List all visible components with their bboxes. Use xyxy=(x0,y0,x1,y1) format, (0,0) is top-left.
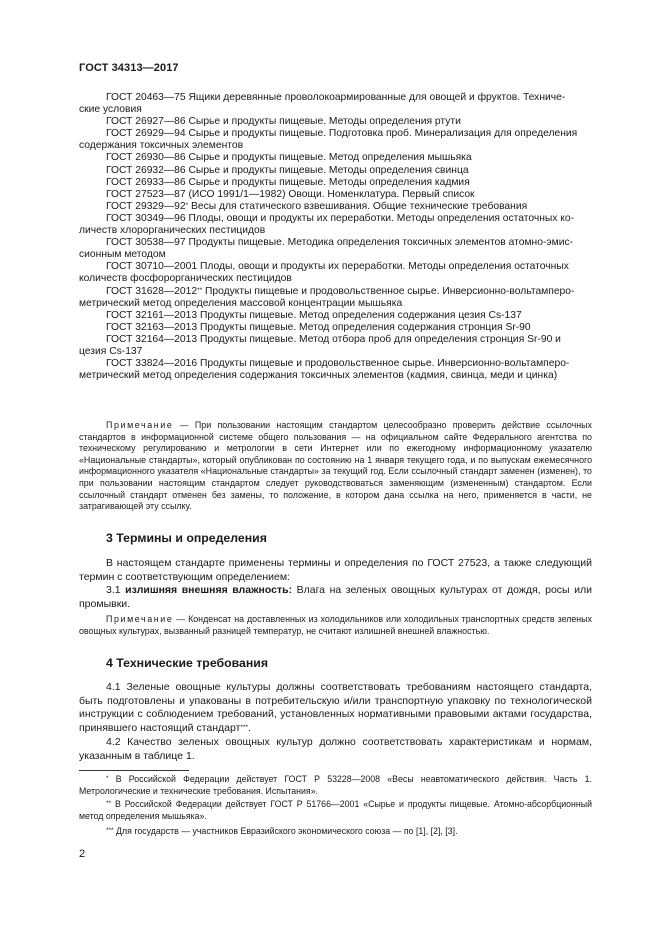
reference-item-continuation: сионным методом xyxy=(79,249,166,261)
footnote-mark: ** xyxy=(197,286,203,294)
reference-item: ГОСТ 32164—2013 Продукты пищевые. Метод отбора проб для определения стронция Sr-90 и xyxy=(106,333,561,345)
section-4-body xyxy=(79,681,592,763)
reference-item-continuation: цезия Cs-137 xyxy=(79,345,143,357)
footnote-divider xyxy=(79,770,189,771)
reference-item: ГОСТ 26932—86 Сырье и продукты пищевые. Методы определения свинца xyxy=(106,164,469,176)
term-name: излишняя внешняя влажность: xyxy=(125,584,293,597)
page-number: 2 xyxy=(79,848,86,860)
reference-item: ГОСТ 30538—97 Продукты пищевые. Методика определения токсичных элементов атомно-эмис- xyxy=(106,237,574,249)
document-header: ГОСТ 34313—2017 xyxy=(79,62,179,74)
reference-item-continuation: количеств фосфорорганических пестицидов xyxy=(79,273,292,285)
reference-item: ГОСТ 20463—75 Ящики деревянные проволокоармированные для овощей и фруктов. Техниче- xyxy=(106,92,566,103)
reference-item: ГОСТ 26927—86 Сырье и продукты пищевые. Методы определения ртути xyxy=(106,116,461,128)
section-3-intro: В настоящем стандарте применены термины и определения по ГОСТ 27523, а также следующий термин с соответствующим определением: xyxy=(79,557,592,583)
note-label: Примечание xyxy=(106,614,174,624)
reference-item: ГОСТ 26933—86 Сырье и продукты пищевые. Методы определения кадмия xyxy=(106,176,470,188)
reference-item: ГОСТ 27523—87 (ИСО 1991/1—1982) Овощи. Номенклатура. Первый список xyxy=(106,188,475,200)
section-3-title: 3 Термины и определения xyxy=(106,531,267,545)
reference-item: ГОСТ 32163—2013 Продукты пищевые. Метод определения содержания стронция Sr-90 xyxy=(106,321,531,333)
reference-item: ГОСТ 30710—2001 Плоды, овощи и продукты их переработки. Методы определения остаточных xyxy=(106,261,569,273)
term-note xyxy=(79,614,592,637)
references-note xyxy=(79,420,592,513)
footnote: ** В Российской Федерации действует ГОСТ Р 51766—2001 «Сырье и продукты пищевые. Атомно-абсорбционный метод определения мышьяка». xyxy=(79,799,592,821)
footnote-mark: * xyxy=(106,775,109,782)
footnote-mark: ** xyxy=(106,800,112,807)
reference-item: ГОСТ 32161—2013 Продукты пищевые. Метод определения содержания цезия Cs-137 xyxy=(106,309,522,321)
reference-item: ГОСТ 33824—2016 Продукты пищевые и продовольственное сырье. Инверсионно-вольтамперо- xyxy=(106,358,570,370)
reference-item-continuation: метрический метод определения массовой концентрации мышьяка xyxy=(79,297,403,309)
normative-references-list xyxy=(79,92,592,382)
clause-4-2: 4.2 Качество зеленых овощных культур должно соответствовать характеристикам и нормам, указанным в таблице 1. xyxy=(79,735,592,762)
note-text: — При пользовании настоящим стандартом целесообразно проверить действие ссылочных стандартов в информационной системе общего пользования — на официальном сайте Федерального агентства по техническому регулированию и метрологии в сети Интернет или по ежегодному информационному указателю «Национальные стандарты», который опубликован по состоянию на 1 января текущего года, и по выпускам ежемесячного информационного указателя «Национальные стандарты» за текущий год. Если ссылочный стандарт заменен (изменен), то при пользовании настоящим стандартом следует руководствоваться заменяющим (измененным) стандартом. Если ссылочный стандарт отменен без замены, то положение, в котором дана ссылка на него, применяется в части, не затрагивающей эту ссылку. xyxy=(79,420,592,512)
footnote-mark: *** xyxy=(240,724,249,732)
reference-item-continuation: содержания токсичных элементов xyxy=(79,140,244,152)
note-label: Примечание xyxy=(106,420,174,430)
footnote-mark: *** xyxy=(106,827,114,834)
reference-item: ГОСТ 26929—94 Сырье и продукты пищевые. Подготовка проб. Минерализация для определения xyxy=(106,128,578,140)
clause-4-1: 4.1 Зеленые овощные культуры должны соответствовать требованиям настоящего стандарта, быть подготовлены и упакованы в потребительскую и/или транспортную упаковку по технологической инструкции с соблюдением требований, установленных нормативными правовыми актами государства, принявшего настоящий стандарт***. xyxy=(79,681,592,735)
reference-item-continuation: ские условия xyxy=(79,104,142,116)
reference-item-continuation: личеств хлорорганических пестицидов xyxy=(79,225,266,237)
footnote: *** Для государств — участников Евразийского экономического союза — по [1], [2], [3]. xyxy=(106,826,458,836)
reference-item: ГОСТ 31628—2012** Продукты пищевые и продовольственное сырье. Инверсионно-вольтамперо- xyxy=(106,285,575,297)
reference-item: ГОСТ 26930—86 Сырье и продукты пищевые. Метод определения мышьяка xyxy=(106,152,472,164)
section-3-body xyxy=(79,557,592,612)
footnote-mark: * xyxy=(185,201,189,209)
footnote: * В Российской Федерации действует ГОСТ Р 53228—2008 «Весы неавтоматического действия. Часть 1. Метрологические и технические требования. Испытания». xyxy=(79,774,592,796)
section-4-title: 4 Технические требования xyxy=(106,656,268,670)
reference-item-continuation: метрический метод определения содержания токсичных элементов (кадмия, свинца, меди и цинка) xyxy=(79,370,558,382)
term-definition: 3.1 излишняя внешняя влажность: Влага на зеленых овощных культурах от дождя, росы или промывки. xyxy=(79,584,592,611)
reference-item: ГОСТ 30349—96 Плоды, овощи и продукты их переработки. Методы определения остаточных ко- xyxy=(106,212,575,224)
reference-item: ГОСТ 29329—92* Весы для статического взвешивания. Общие технические требования xyxy=(106,200,528,212)
note-text: — Конденсат на доставленных из холодильников или холодильных транспортных средств зеленых овощных культурах, вызванный разницей температур, не считают излишней внешней влажностью. xyxy=(79,614,592,636)
